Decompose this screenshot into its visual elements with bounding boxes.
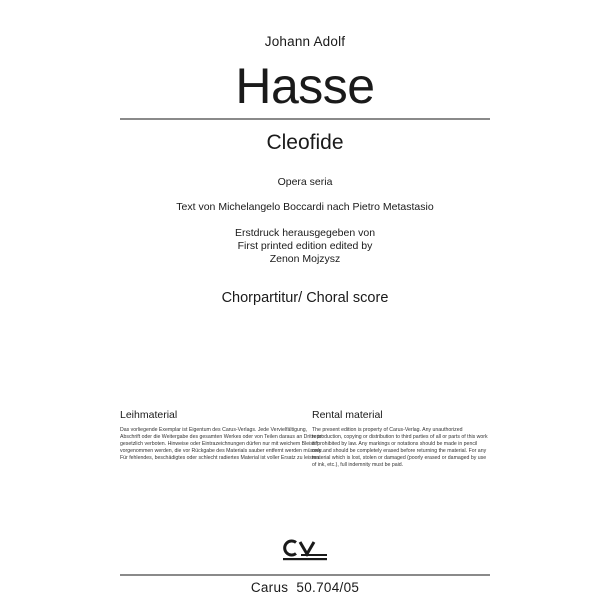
work-title: Cleofide (266, 131, 344, 154)
composer-last-name: Hasse (235, 58, 375, 114)
edition-line-german: Erstdruck herausgegeben von (234, 227, 376, 239)
genre-label: Opera seria (277, 176, 333, 188)
rental-notice-english-text: The present edition is property of Carus-Verlag. Any unauthorized reproduction, copying or distribution to third parties of all or parts of this work is prohibited by law. Any markings or notations should be made in pencil only and should be completely erased before returning the material. For any material which is lost, stolen or damaged (poorly erased or damaged by use of ink, etc.), full indemnity must be paid. (312, 427, 488, 468)
rental-notice-german (120, 409, 330, 462)
editor-name: Zenon Mojzysz (269, 253, 341, 265)
score-type: Chorpartitur/ Choral score (221, 290, 389, 306)
catalog-number: Carus 50.704/05 (250, 580, 360, 595)
rental-notice-english (312, 409, 492, 468)
composer-first-name: Johann Adolf (264, 34, 346, 49)
logo-text: cv (283, 538, 284, 539)
edition-credit (0, 227, 610, 266)
rental-notice-english-heading: Rental material (312, 409, 383, 421)
top-divider (120, 118, 490, 120)
libretto-credit: Text von Michelangelo Boccardi nach Pietro Metastasio (176, 201, 434, 213)
bottom-divider (120, 574, 490, 576)
rental-notice-german-heading: Leihmaterial (120, 409, 178, 421)
carus-logo-icon (283, 538, 327, 562)
rental-notice-german-text: Das vorliegende Exemplar ist Eigentum des Carus-Verlags. Jede Vervielfältigung, Abschrift oder die Weitergabe des gesamten Werkes oder von Teilen daraus an Dritte ist gesetzlich verboten. Hinweise oder Eintrazeichnungen dürfen nur mit weichem Bleistift vorgenommen werden, die vor Rückgabe des Materials sauber entfernt werden müssen. Für fehlendes, beschädigtes oder schlecht radiertes Material ist voller Ersatz zu leisten. (120, 427, 323, 461)
edition-line-english: First printed edition edited by (237, 240, 373, 252)
